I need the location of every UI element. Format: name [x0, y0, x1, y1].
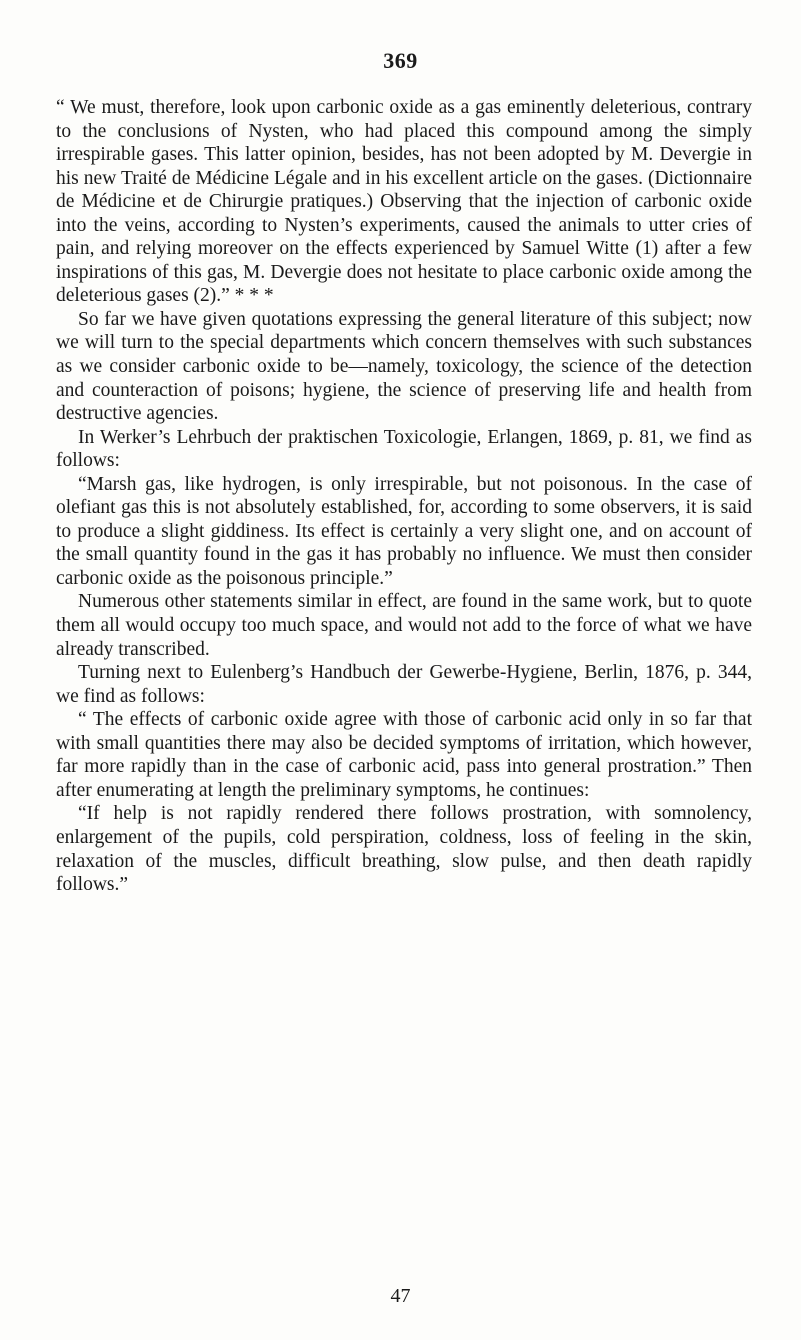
page-body — [56, 96, 752, 897]
paragraph-eulenberg-quote: “ The effects of carbonic oxide agree with those of carbonic acid only in so far that with small quantities there may also be decided symptoms of irritation, which however, far more rapidly than in the case of carbonic acid, pass into general prostration.” Then after enumerating at length the preliminary symptoms, he continues: — [56, 709, 752, 801]
page-number-header: 369 — [383, 48, 418, 73]
page-number-footer: 47 — [390, 1285, 411, 1307]
paragraph-literature-summary: So far we have given quotations expressing the general literature of this subject; now we will turn to the special departments which concern themselves with such substances as we consider carbonic oxide to be—namely, toxicology, the science of the detection and counteraction of poisons; hygiene, the science of preserving life and health from destructive agencies. — [56, 308, 752, 425]
paragraph-werker-quote: “Marsh gas, like hydrogen, is only irrespirable, but not poisonous. In the case of olefiant gas this is not absolutely established, for, according to some observers, it is said to produce a slight giddiness. Its effect is certainly a very slight one, and on account of the small quantity found in the gas it has probably no influence. We must then consider carbonic oxide as the poisonous principle.” — [56, 473, 752, 589]
paragraph-numerous-statements: Numerous other statements similar in effect, are found in the same work, but to quote them all would occupy too much space, and would not add to the force of what we have already transcribed. — [56, 591, 752, 660]
paragraph-eulenberg-intro: Turning next to Eulenberg’s Handbuch der Gewerbe-Hygiene, Berlin, 1876, p. 344, we find as follows: — [56, 662, 752, 707]
paragraph-quote-devergie: “ We must, therefore, look upon carbonic oxide as a gas eminently deleterious, contrary to the conclusions of Nysten, who had placed this compound among the simply irrespirable gases. This latter opinion, besides, has not been adopted by M. Devergie in his new Traité de Médicine Légale and in his excellent article on the gases. (Dictionnaire de Médicine et de Chirurgie pratiques.) Observing that the injection of carbonic oxide into the veins, according to Nysten’s experiments, caused the animals to utter cries of pain, and relying moreover on the effects experienced by Samuel Witte (1) after a few inspirations of this gas, M. Devergie does not hesitate to place carbonic oxide among the deleterious gases (2).” * * * — [56, 97, 752, 307]
paragraph-werker-intro: In Werker’s Lehrbuch der praktischen Toxicologie, Erlangen, 1869, p. 81, we find as follows: — [56, 426, 752, 472]
paragraph-symptoms-quote: “If help is not rapidly rendered there follows prostration, with somnolency, enlargement of the pupils, cold perspiration, coldness, loss of feeling in the skin, relaxation of the muscles, difficult breathing, slow pulse, and then death rapidly follows.” — [56, 803, 752, 896]
